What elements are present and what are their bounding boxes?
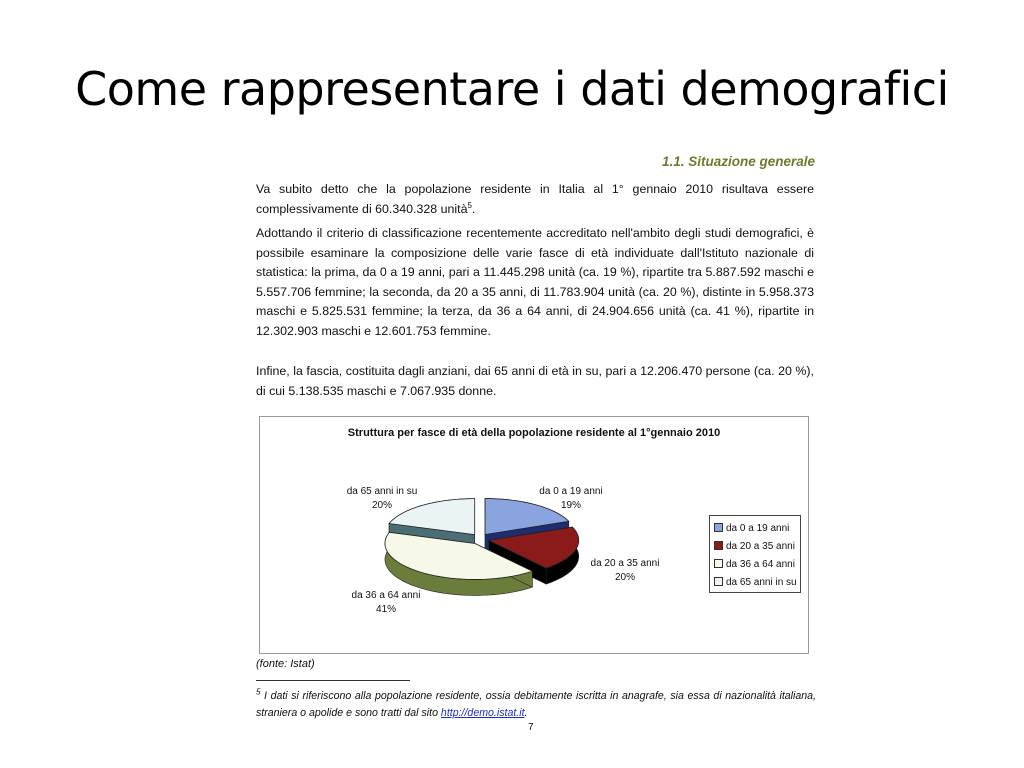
paragraph-2: Adottando il criterio di classificazione recentemente accreditato nell'ambito degli studi demografici, è possibile esaminare la composizione delle varie fasce di età individuate dall'Istituto nazionale di statistica: la prima, da 0 a 19 anni, pari a 11.445.298 unità (ca. 19 %), ripartite tra 5.887.592 maschi e 5.557.706 femmine; la seconda, da 20 a 35 anni, di 11.783.904 unità (ca. 20 %), distinte in 5.958.373 maschi e 5.825.531 femmine; la terza, da 36 a 64 anni, di 24.904.656 unità (ca. 41 %), ripartite in 12.302.903 maschi e 12.601.753 femmine. [256, 226, 814, 338]
legend-label: da 65 anni in su [726, 577, 797, 588]
source-note: (fonte: Istat) [256, 658, 315, 670]
legend-swatch [714, 577, 723, 586]
legend-swatch [714, 559, 723, 568]
legend-label: da 0 a 19 anni [726, 523, 790, 534]
data-label-0-19-value: 19% [560, 500, 581, 511]
data-label-65-plus-name: da 65 anni in su [346, 486, 418, 497]
chart-title: Struttura per fasce di età della popolazione residente al 1°gennaio 2010 [347, 427, 721, 439]
footnote-text: I dati si riferiscono alla popolazione residente, ossia debitamente iscritta in anagrafe, sia essa di nazionalità italiana, straniera o apolide e sono tratti dal sito [256, 690, 816, 719]
section-heading: 1.1. Situazione generale [661, 154, 815, 169]
legend-swatch [714, 541, 723, 550]
legend-item-20-35 [714, 538, 800, 556]
document-excerpt [253, 150, 818, 740]
footnote-divider [256, 680, 410, 681]
paragraph-1 [256, 180, 814, 219]
legend-item-0-19 [714, 520, 800, 538]
legend-swatch [714, 523, 723, 532]
page-number: 7 [528, 722, 534, 733]
legend-label: da 36 a 64 anni [726, 559, 795, 570]
legend-label: da 20 a 35 anni [726, 541, 795, 552]
footnote-end: . [524, 707, 528, 719]
data-label-0-19 [528, 485, 614, 513]
pie-chart [259, 416, 809, 654]
paragraph-1-text: Va subito detto che la popolazione residente in Italia al 1° gennaio 2010 risultava essere complessivamente di 60.340.328 unità [256, 182, 814, 216]
data-label-36-64-value: 41% [375, 604, 396, 615]
footnote-ref: 5 [467, 200, 472, 210]
footnote [256, 688, 816, 722]
data-label-20-35-name: da 20 a 35 anni [590, 558, 660, 569]
legend-item-36-64 [714, 556, 800, 574]
paragraph-3: Infine, la fascia, costituita dagli anziani, dai 65 anni di età in su, pari a 12.206.470 persone (ca. 20 %), di cui 5.138.535 maschi e 7.067.935 donne. [256, 364, 814, 398]
footnote-marker: 5 [256, 687, 261, 697]
data-label-20-35 [580, 557, 670, 585]
data-label-20-35-value: 20% [614, 572, 635, 583]
footnote-link[interactable]: http://demo.istat.it [440, 707, 525, 719]
data-label-0-19-name: da 0 a 19 anni [539, 486, 603, 497]
paragraph-1-end: . [471, 201, 476, 216]
slide-title: Come rappresentare i dati demografici [75, 62, 949, 116]
data-label-36-64-name: da 36 a 64 anni [351, 590, 421, 601]
data-label-65-plus [334, 485, 430, 513]
data-label-65-plus-value: 20% [371, 500, 392, 511]
chart-legend [709, 515, 801, 593]
legend-item-65-plus [714, 574, 800, 592]
data-label-36-64 [340, 589, 432, 617]
